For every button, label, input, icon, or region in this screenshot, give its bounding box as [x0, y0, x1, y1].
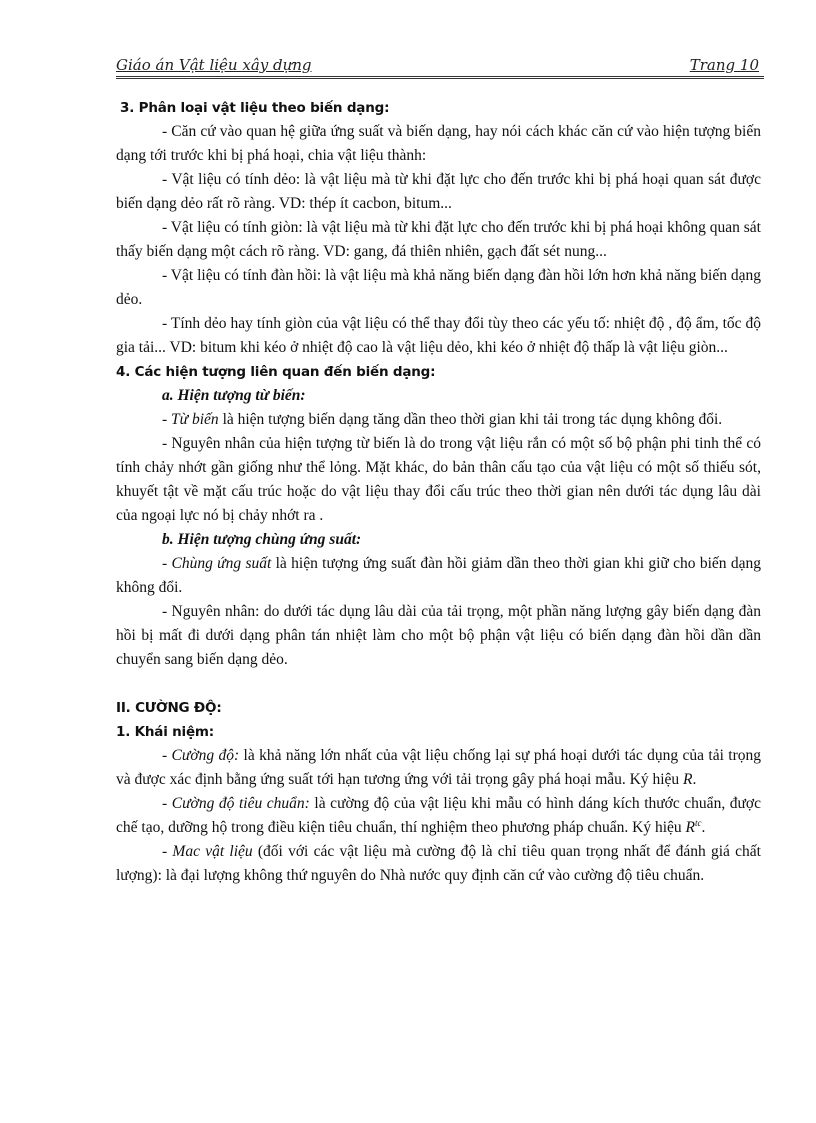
relaxation-subheading: b. Hiện tượng chùng ứng suất: — [162, 531, 362, 548]
relaxation-definition-text: là hiện tượng ứng suất đàn hồi giảm dần theo thời gian khi giữ cho biến dạng không đổi. — [116, 555, 761, 596]
strength-term: Cường độ: — [171, 747, 240, 764]
standard-strength-superscript: tc — [695, 817, 702, 828]
strength-definition — [116, 744, 761, 792]
dash: - — [162, 795, 172, 812]
creep-definition — [116, 408, 761, 432]
standard-strength-symbol: R — [685, 819, 696, 836]
section-II-1-heading: 1. Khái niệm: — [116, 724, 214, 740]
standard-strength-text: là cường độ của vật liệu khi mẫu có hình dáng kích thước chuẩn, được chế tạo, dưỡng hộ trong điều kiện tiêu chuẩn, thí nghiệm theo phương pháp chuẩn. Ký hiệu — [116, 795, 761, 836]
creep-subheading: a. Hiện tượng từ biến: — [162, 387, 306, 404]
relaxation-definition — [116, 552, 761, 600]
standard-strength-definition — [116, 792, 761, 840]
header-title: Giáo án Vật liệu xây dựng — [116, 56, 312, 74]
period: . — [692, 771, 697, 788]
creep-cause: - Nguyên nhân của hiện tượng từ biến là do trong vật liệu rắn có một số bộ phận phi tinh thể có tính chảy nhớt gần giống như thể lỏng. Mặt khác, do bản thân cấu tạo của vật liệu có một số thiếu sót, khuyết tật về mặt cấu trúc hoặc do vật liệu thay đổi cấu trúc theo thời gian nên dưới tác dụng lâu dài của ngoại lực nó bị chảy nhớt ra . — [116, 435, 761, 524]
period: . — [701, 819, 706, 836]
plastic-material-paragraph: - Vật liệu có tính dẻo: là vật liệu mà từ khi đặt lực cho đến trước khi bị phá hoại quan sát được biến dạng dẻo rất rõ ràng. VD: thép ít cacbon, bitum... — [116, 171, 761, 212]
dash: - — [162, 411, 172, 428]
section-II-heading: II. CƯỜNG ĐỘ: — [116, 700, 222, 716]
relaxation-term: Chùng ứng suất — [171, 555, 272, 572]
header-divider — [116, 76, 764, 79]
section-4-heading: 4. Các hiện tượng liên quan đến biến dạng: — [116, 364, 436, 380]
variability-paragraph: - Tính dẻo hay tính giòn của vật liệu có thể thay đổi tùy theo các yếu tố: nhiệt độ , độ ẩm, tốc độ gia tải... VD: bitum khi kéo ở nhiệt độ cao là vật liệu dẻo, khi kéo ở nhiệt độ thấp là vật liệu giòn... — [116, 315, 761, 356]
section-3-heading: 3. Phân loại vật liệu theo biến dạng: — [120, 100, 390, 116]
section-3-intro: - Căn cứ vào quan hệ giữa ứng suất và biến dạng, hay nói cách khác căn cứ vào hiện tượng biến dạng tới trước khi bị phá hoại, chia vật liệu thành: — [116, 123, 761, 164]
creep-term: Từ biến — [171, 411, 219, 428]
material-grade-text: (đối với các vật liệu mà cường độ là chỉ tiêu quan trọng nhất để đánh giá chất lượng): là đại lượng không thứ nguyên do Nhà nước quy định căn cứ vào cường độ tiêu chuẩn. — [116, 843, 761, 884]
spacer — [116, 672, 761, 696]
brittle-material-paragraph: - Vật liệu có tính giòn: là vật liệu mà từ khi đặt lực cho đến trước khi bị phá hoại không quan sát thấy biến dạng một cách rõ ràng. VD: gang, đá thiên nhiên, gạch đất sét nung... — [116, 219, 761, 260]
header-page-number: Trang 10 — [689, 56, 759, 74]
relaxation-cause: - Nguyên nhân: do dưới tác dụng lâu dài của tải trọng, một phần năng lượng gây biến dạng đàn hồi bị mất đi dưới dạng phân tán nhiệt làm cho một bộ phận vật liệu có biến dạng đàn hồi dần dần chuyển sang biến dạng dẻo. — [116, 603, 761, 668]
strength-definition-text: là khả năng lớn nhất của vật liệu chống lại sự phá hoại dưới tác dụng của tải trọng và được xác định bằng ứng suất tới hạn tương ứng với tải trọng gây phá hoại mẫu. Ký hiệu — [116, 747, 761, 788]
standard-strength-term: Cường độ tiêu chuẩn: — [171, 795, 310, 812]
page-header — [116, 56, 761, 78]
dash: - — [162, 843, 173, 860]
document-body — [116, 96, 761, 888]
dash: - — [162, 555, 172, 572]
material-grade-term: Mac vật liệu — [172, 843, 253, 860]
material-grade-definition — [116, 840, 761, 888]
dash: - — [162, 747, 172, 764]
creep-definition-text: là hiện tượng biến dạng tăng dần theo thời gian khi tải trong tác dụng không đổi. — [218, 411, 723, 428]
strength-symbol: R — [683, 771, 693, 788]
elastic-material-paragraph: - Vật liệu có tính đàn hồi: là vật liệu mà khả năng biến dạng đàn hồi lớn hơn khả năng biến dạng dẻo. — [116, 267, 761, 308]
